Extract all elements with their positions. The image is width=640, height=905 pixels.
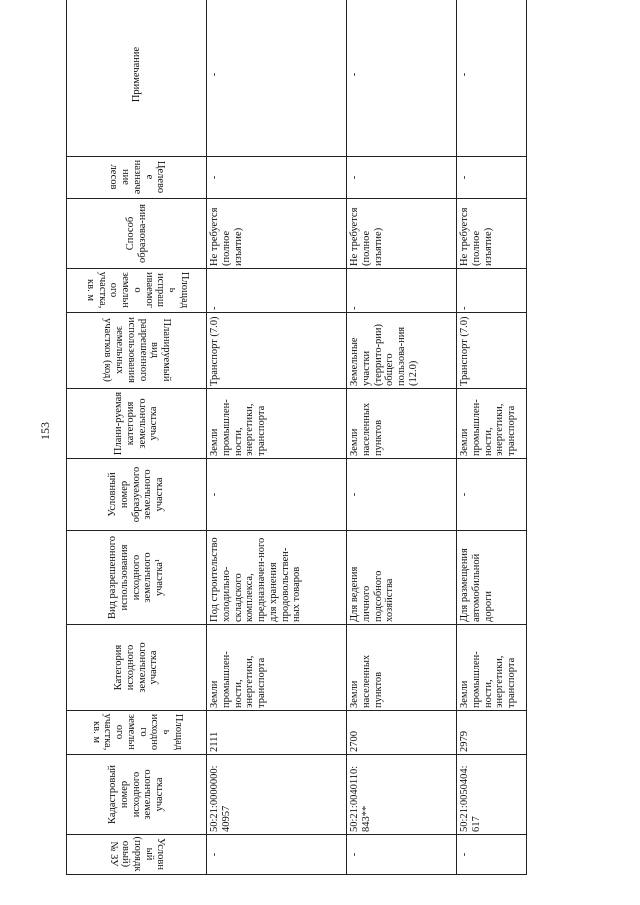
- cell: Земельные участки (террито-рии) общего пользова-ния (12.0): [347, 313, 457, 389]
- table-row: [207, 0, 347, 875]
- cell: 2700: [347, 711, 457, 755]
- header-source-area: Площадь исходного земельного участка, кв. м: [67, 711, 207, 755]
- header-planned-use: Планируемый вид разрешенного использования земельных участков (код): [67, 313, 207, 389]
- cell: Для ведения личного подсобного хозяйства: [347, 531, 457, 625]
- page-number: 153: [38, 422, 52, 440]
- cell: -: [347, 0, 457, 157]
- table-header-row: [67, 0, 207, 875]
- header-formation-method: Способ образова-ния: [67, 199, 207, 269]
- cell: -: [457, 459, 527, 531]
- cell: -: [207, 269, 347, 313]
- land-plots-table: [66, 0, 527, 875]
- cell: 2979: [457, 711, 527, 755]
- cell: Для размещения автомобильной дороги: [457, 531, 527, 625]
- cell: -: [347, 459, 457, 531]
- table-row: [457, 0, 527, 875]
- cell: -: [457, 0, 527, 157]
- cell: -: [207, 157, 347, 199]
- header-cadastral-number: Кадастровый номер исходного земельного участка: [67, 755, 207, 835]
- cell: Земли промышлен-ности, энергетики, транспорта: [207, 389, 347, 459]
- table-row: [347, 0, 457, 875]
- header-source-use: Вид разрешенного использования исходного земельного участка¹: [67, 531, 207, 625]
- cell: Земли населенных пунктов: [347, 625, 457, 711]
- header-forest-purpose: Целевое назначение лесов: [67, 157, 207, 199]
- cell: Транспорт (7.0): [207, 313, 347, 389]
- header-source-category: Категория исходного земельного участка: [67, 625, 207, 711]
- cell: Земли промышлен-ности, энергетики, транспорта: [457, 389, 527, 459]
- cell: Земли промышлен-ности, энергетики, транспорта: [457, 625, 527, 711]
- cell: -: [207, 459, 347, 531]
- cell: Транспорт (7.0): [457, 313, 527, 389]
- cell: -: [207, 835, 347, 875]
- cell: Не требуется (полное изъятие): [347, 199, 457, 269]
- cell: Не требуется (полное изъятие): [207, 199, 347, 269]
- header-note: Примечание: [67, 0, 207, 157]
- cell: -: [347, 835, 457, 875]
- cell: 2111: [207, 711, 347, 755]
- cell: Земли промышлен-ности, энергетики, транспорта: [207, 625, 347, 711]
- cell: Не требуется (полное изъятие): [457, 199, 527, 269]
- header-planned-category: Плани-руемая категория земельного участка: [67, 389, 207, 459]
- cell: -: [347, 157, 457, 199]
- header-requested-area: Площадь испрашиваемого земельного участка, кв. м: [67, 269, 207, 313]
- cell: Под строительство холодильно-складского комплекса, предназначен-ного для хранения продовольствен-ных товаров: [207, 531, 347, 625]
- cell: -: [207, 0, 347, 157]
- cell: 50:21:0040110: 843**: [347, 755, 457, 835]
- cell: 50:21:0000000: 40957: [207, 755, 347, 835]
- cell: -: [347, 269, 457, 313]
- land-plots-table-frame: [66, 33, 526, 875]
- cell: 50:21:0050404: 617: [457, 755, 527, 835]
- cell: -: [457, 157, 527, 199]
- cell: -: [457, 269, 527, 313]
- header-number: Условный (порядковый) № ЗУ: [67, 835, 207, 875]
- cell: -: [457, 835, 527, 875]
- cell: Земли населенных пунктов: [347, 389, 457, 459]
- header-new-number: Условный номер образуемого земельного участка: [67, 459, 207, 531]
